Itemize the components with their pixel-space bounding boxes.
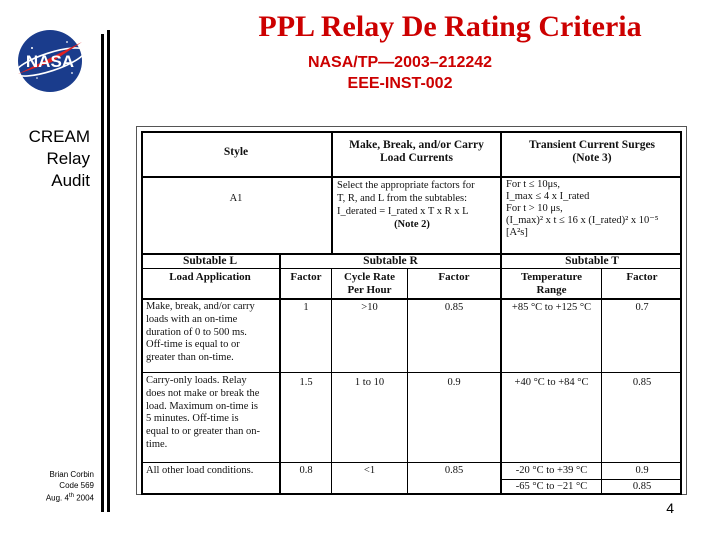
side-label bbox=[6, 126, 90, 192]
author-code: Code 569 bbox=[59, 480, 94, 490]
document-standard: EEE-INST-002 bbox=[347, 75, 453, 92]
table-cell: 0.85 bbox=[444, 465, 464, 476]
table-cell: +85 °C to +125 °C bbox=[511, 302, 592, 313]
col-temperature: Temperature Range bbox=[520, 271, 583, 296]
table-cell: 1 to 10 bbox=[354, 377, 385, 388]
nasa-logo bbox=[12, 28, 88, 94]
sidebar-divider bbox=[107, 30, 110, 512]
subtable-l-title: Subtable L bbox=[182, 255, 237, 267]
header-surges: Transient Current Surges (Note 3) bbox=[528, 139, 656, 164]
table-row-load: Make, break, and/or carry loads with an on-time duration of 0 to 500 ms. Off-time is equal to or greater than on-time. bbox=[146, 301, 255, 364]
page-title: PPL Relay De Rating Criteria bbox=[258, 10, 642, 43]
author-info bbox=[6, 470, 94, 504]
page-subtitle bbox=[200, 52, 600, 94]
table-cell: 0.8 bbox=[299, 465, 313, 476]
header-loads: Make, Break, and/or Carry Load Currents bbox=[349, 139, 484, 164]
subtable-r-title: Subtable R bbox=[363, 255, 418, 267]
nasa-logo-text: NASA bbox=[25, 52, 75, 71]
table-cell: -20 °C to +39 °C bbox=[515, 465, 588, 476]
style-value: A1 bbox=[229, 193, 243, 204]
table-cell: 0.7 bbox=[635, 302, 649, 313]
table-cell: 0.85 bbox=[632, 481, 652, 492]
table-cell: <1 bbox=[363, 465, 376, 476]
side-label-line: Audit bbox=[51, 171, 90, 190]
table-rule bbox=[141, 176, 682, 178]
table-cell: >10 bbox=[361, 302, 378, 313]
table-cell: 0.85 bbox=[632, 377, 652, 388]
table-cell: 0.9 bbox=[447, 377, 461, 388]
table-cell: 1.5 bbox=[299, 377, 313, 388]
col-cycle-rate: Cycle Rate Per Hour bbox=[343, 271, 395, 296]
col-factor-r: Factor bbox=[438, 271, 470, 283]
table-cell: -65 °C to −21 °C bbox=[515, 481, 588, 492]
side-label-line: CREAM bbox=[28, 127, 90, 146]
table-cell: +40 °C to +84 °C bbox=[514, 377, 589, 388]
table-cell: 0.9 bbox=[635, 465, 649, 476]
col-factor-l: Factor bbox=[290, 271, 322, 283]
surge-criteria-text: For t ≤ 10μs, I_max ≤ 4 x I_rated For t > 10 μs, (I_max)² x t ≤ 16 x (I_rated)² x 10⁻⁵ [A²s] bbox=[506, 179, 659, 238]
table-cell: 0.85 bbox=[444, 302, 464, 313]
sidebar-divider bbox=[101, 34, 104, 512]
table-row-load: All other load conditions. bbox=[146, 465, 254, 476]
author-name: Brian Corbin bbox=[49, 470, 94, 479]
table-cell: 1 bbox=[303, 302, 309, 313]
page-number: 4 bbox=[666, 500, 674, 516]
col-load-application: Load Application bbox=[169, 271, 251, 283]
header-style: Style bbox=[223, 146, 249, 158]
side-label-line: Relay bbox=[46, 149, 90, 168]
table-row-load: Carry-only loads. Relay does not make or break the load. Maximum on-time is 5 minutes. Off-time is equal to or greater than on- time. bbox=[146, 375, 260, 450]
document-number: NASA/TP—2003–212242 bbox=[307, 54, 493, 71]
subtable-t-title: Subtable T bbox=[565, 255, 619, 267]
col-factor-t: Factor bbox=[626, 271, 658, 283]
author-date: Aug. 4th 2004 bbox=[45, 493, 94, 503]
table-rule bbox=[279, 253, 281, 495]
select-factors-text: Select the appropriate factors for T, R, and L from the subtables: I_derated = I_rated x T x R x L (Note 2) bbox=[337, 180, 475, 230]
